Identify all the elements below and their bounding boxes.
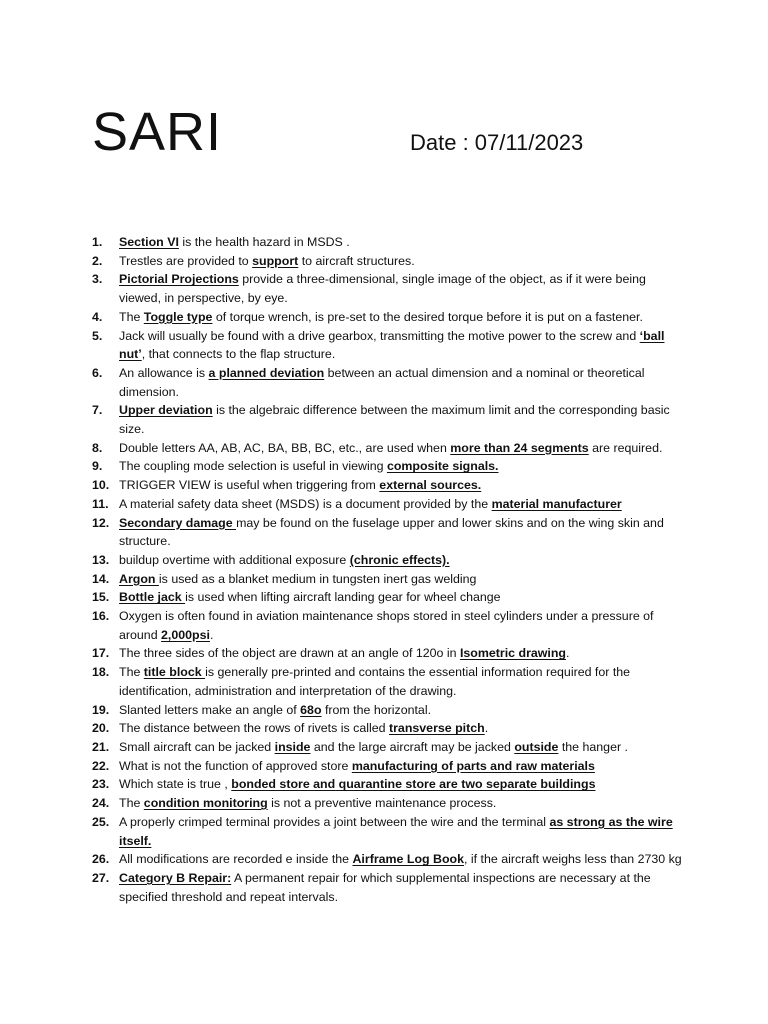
item-text-segment: A material safety data sheet (MSDS) is a document provided by the xyxy=(119,496,492,511)
answer-highlight: Bottle jack xyxy=(119,590,186,605)
item-text xyxy=(119,663,682,700)
item-text-segment: between an actual dimension and a nominal or theoretical dimension. xyxy=(119,365,645,399)
item-number: 18. xyxy=(92,665,110,680)
item-text-segment: . xyxy=(484,721,489,736)
item-text xyxy=(119,775,682,794)
item-text xyxy=(119,514,682,551)
item-text-segment: Which state is true , xyxy=(119,777,232,792)
item-text xyxy=(119,757,682,776)
item-text-segment: A permanent repair for which supplemental inspections are necessary at the specified threshold and repeat intervals. xyxy=(119,870,651,904)
list-item xyxy=(92,495,682,514)
item-text xyxy=(119,476,682,495)
item-number: 7. xyxy=(92,403,103,418)
answer-highlight: bonded store and quarantine store are two separate buildings xyxy=(231,777,596,792)
item-text-segment: buildup overtime with additional exposure xyxy=(119,552,350,567)
item-text xyxy=(119,794,682,813)
item-text-segment: provide a three-dimensional, single image of the object, as if it were being viewed, in perspective, by eye. xyxy=(119,272,646,306)
item-text-segment: the hanger . xyxy=(558,739,628,754)
answer-highlight: 68o xyxy=(300,702,322,717)
item-text-segment: What is not the function of approved store xyxy=(119,758,352,773)
item-number: 20. xyxy=(92,721,110,736)
list-item xyxy=(92,364,682,401)
item-text-segment: is the algebraic difference between the maximum limit and the corresponding basic size. xyxy=(119,403,670,437)
answer-highlight: more than 24 segments xyxy=(450,440,589,455)
list-item xyxy=(92,588,682,607)
item-text-segment: is the health hazard in MSDS . xyxy=(178,235,350,249)
list-item xyxy=(92,757,682,776)
item-text-segment: from the horizontal. xyxy=(321,702,432,717)
answer-highlight: Airframe Log Book xyxy=(352,852,465,867)
list-item xyxy=(92,719,682,738)
item-number: 10. xyxy=(92,478,110,493)
item-text xyxy=(119,607,682,644)
list-item xyxy=(92,233,682,252)
answer-highlight: Toggle type xyxy=(143,309,213,324)
list-item xyxy=(92,570,682,589)
item-number: 15. xyxy=(92,590,110,605)
item-number: 9. xyxy=(92,459,103,474)
item-text-segment: may be found on the fuselage upper and lower skins and on the wing skin and structure. xyxy=(119,515,664,549)
item-text xyxy=(119,701,682,720)
answer-highlight: condition monitoring xyxy=(143,796,268,811)
item-number: 2. xyxy=(92,253,103,268)
item-text-segment: , if the aircraft weighs less than 2730 kg xyxy=(464,852,682,867)
answer-highlight: (chronic effects). xyxy=(349,552,450,567)
item-text-segment: All modifications are recorded e inside the xyxy=(119,852,353,867)
list-item xyxy=(92,252,682,271)
answer-highlight: transverse pitch xyxy=(388,721,485,736)
item-number: 13. xyxy=(92,552,110,567)
answer-highlight: as strong as the wire itself. xyxy=(119,814,673,848)
item-number: 19. xyxy=(92,702,110,717)
list-item xyxy=(92,476,682,495)
item-text-segment: and the large aircraft may be jacked xyxy=(310,739,515,754)
list-item xyxy=(92,439,682,458)
answer-highlight: composite signals. xyxy=(386,459,499,474)
item-text-segment: TRIGGER VIEW is useful when triggering from xyxy=(119,478,380,493)
item-number: 3. xyxy=(92,272,103,287)
list-item xyxy=(92,327,682,364)
answer-highlight: support xyxy=(252,253,299,268)
item-text xyxy=(119,308,682,327)
item-text xyxy=(119,813,682,850)
list-item xyxy=(92,869,682,906)
item-text xyxy=(119,588,682,607)
list-item xyxy=(92,270,682,307)
item-text-segment: The coupling mode selection is useful in viewing xyxy=(119,459,387,474)
item-text-segment: . xyxy=(209,627,214,642)
item-text-segment: An allowance is xyxy=(119,365,209,380)
list-item xyxy=(92,794,682,813)
item-text-segment: The three sides of the object are drawn at an angle of 120o in xyxy=(119,646,460,661)
list-item xyxy=(92,738,682,757)
item-text-segment: Oxygen is often found in aviation maintenance shops stored in steel cylinders under a pressure of around xyxy=(119,609,654,642)
item-text-segment: are required. xyxy=(588,440,663,455)
item-number: 27. xyxy=(92,870,110,885)
answer-highlight: external sources. xyxy=(379,478,482,493)
item-text xyxy=(119,570,682,589)
item-text-segment: The xyxy=(119,796,144,811)
item-number: 16. xyxy=(92,609,110,624)
item-text-segment: is not a preventive maintenance process. xyxy=(267,796,497,811)
item-number: 23. xyxy=(92,777,110,792)
item-text xyxy=(119,644,682,663)
item-text-segment: The xyxy=(119,309,144,324)
item-number: 1. xyxy=(92,235,103,249)
item-number: 5. xyxy=(92,328,103,343)
page-title: SARI xyxy=(92,102,223,162)
item-text-segment: to aircraft structures. xyxy=(298,253,415,268)
item-text xyxy=(119,457,682,476)
list-item xyxy=(92,514,682,551)
list-item xyxy=(92,775,682,794)
item-text xyxy=(119,364,682,401)
list-item xyxy=(92,644,682,663)
item-text-segment: The distance between the rows of rivets is called xyxy=(119,721,389,736)
item-number: 24. xyxy=(92,796,110,811)
item-number: 26. xyxy=(92,852,110,867)
item-text-segment: is used when lifting aircraft landing gear for wheel change xyxy=(185,590,501,605)
item-text xyxy=(119,850,682,869)
list-item xyxy=(92,401,682,438)
item-text xyxy=(119,551,682,570)
answer-highlight: Isometric drawing xyxy=(459,646,567,661)
item-text-segment: A properly crimped terminal provides a joint between the wire and the terminal xyxy=(119,814,550,829)
answer-highlight: manufacturing of parts and raw materials xyxy=(351,758,595,773)
item-number: 17. xyxy=(92,646,110,661)
answer-highlight: material manufacturer xyxy=(491,496,622,511)
item-text xyxy=(119,719,682,738)
list-item xyxy=(92,607,682,644)
item-text-segment: . xyxy=(566,646,570,661)
item-text-segment: Double letters AA, AB, AC, BA, BB, BC, etc., are used when xyxy=(119,440,451,455)
list-item xyxy=(92,663,682,700)
item-text-segment: Jack will usually be found with a drive gearbox, transmitting the motive power to the screw and xyxy=(119,328,640,343)
answer-highlight: a planned deviation xyxy=(208,365,325,380)
answer-highlight: title block xyxy=(143,665,206,680)
answer-highlight: ‘ball nut’ xyxy=(119,328,665,362)
item-text xyxy=(119,270,682,307)
item-number: 8. xyxy=(92,440,103,455)
item-text-segment: Small aircraft can be jacked xyxy=(119,739,275,754)
item-text-segment: Slanted letters make an angle of xyxy=(119,702,301,717)
item-text xyxy=(119,869,682,906)
item-text xyxy=(119,439,682,458)
item-number: 12. xyxy=(92,515,110,530)
item-text xyxy=(119,401,682,438)
list-item xyxy=(92,850,682,869)
answer-highlight: 2,000psi xyxy=(161,627,210,642)
list-item xyxy=(92,701,682,720)
item-number: 22. xyxy=(92,758,110,773)
answer-highlight: Argon xyxy=(119,571,159,586)
answer-highlight: Pictorial Projections xyxy=(119,272,239,287)
list-item xyxy=(92,551,682,570)
list-item xyxy=(92,813,682,850)
item-number: 21. xyxy=(92,739,110,754)
item-text xyxy=(119,327,682,364)
item-number: 14. xyxy=(92,571,110,586)
item-text-segment: is used as a blanket medium in tungsten inert gas welding xyxy=(158,571,477,586)
item-number: 4. xyxy=(92,309,103,324)
item-text-segment: of torque wrench, is pre-set to the desired torque before it is put on a fastener. xyxy=(212,309,643,324)
item-text xyxy=(119,495,682,514)
list-item xyxy=(92,457,682,476)
item-text-segment: Trestles are provided to xyxy=(119,253,253,268)
item-text-segment: is generally pre-printed and contains the essential information required for the identification, administration and interpretation of the drawing. xyxy=(119,665,631,698)
item-text xyxy=(119,252,682,271)
answer-highlight: Category B Repair: xyxy=(119,870,232,885)
date-label: Date : 07/11/2023 xyxy=(410,130,584,155)
item-number: 6. xyxy=(92,365,103,380)
item-text xyxy=(119,233,682,252)
answer-highlight: Secondary damage xyxy=(119,515,237,530)
item-text xyxy=(119,738,682,757)
item-text-segment: The xyxy=(119,665,144,680)
answer-highlight: outside xyxy=(514,739,559,754)
item-number: 11. xyxy=(92,496,109,511)
item-number: 25. xyxy=(92,814,110,829)
answer-highlight: inside xyxy=(274,739,311,754)
answer-highlight: Section VI xyxy=(119,235,179,249)
answer-highlight: Upper deviation xyxy=(119,403,213,418)
item-text-segment: , that connects to the flap structure. xyxy=(141,347,336,362)
qa-list xyxy=(92,233,682,906)
list-item xyxy=(92,308,682,327)
